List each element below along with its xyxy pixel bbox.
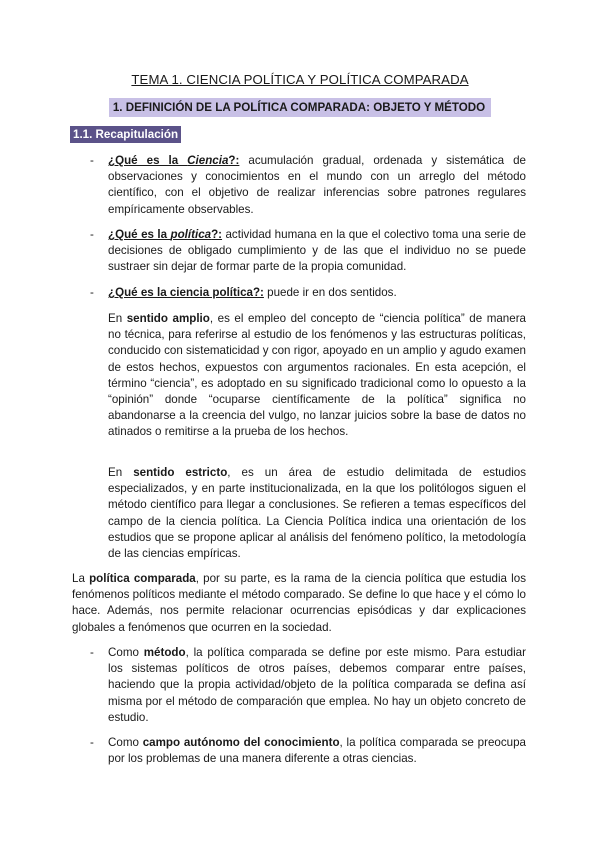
- paragraph-sentido-amplio: En sentido amplio, es el empleo del concepto de “ciencia política” de manera no técnica, para referirse al estudio de los fenómenos y las estructuras políticas, conducido con sistematicidad y con rigor, apoyado en un amplio y agudo examen de estos hechos, expuestos con argumentos racionales. En esta acepción, el término “ciencia”, es adoptado en su significado tradicional como lo opuesto a la “opinión” donde “ocuparse científicamente de la política” significa no abandonarse a la creencia del vulgo, no lanzar juicios sobre la base de datos no atinados o remitirse a la prueba de los hechos.: [108, 312, 527, 439]
- term-sentido-amplio: sentido amplio: [126, 312, 210, 325]
- list-dash: -: [90, 646, 94, 659]
- answer-ciencia-politica: puede ir en dos sentidos.: [263, 286, 397, 299]
- list-item-politica: [90, 227, 527, 276]
- term-politica-comparada: política comparada: [89, 572, 196, 585]
- list-dash: -: [90, 154, 94, 167]
- paragraph-sentido-estricto: En sentido estricto, es un área de estudio delimitada de estudios especializados, y en parte institucionalizada, en la que los politólogos siguen el método científico para llegar a conclusiones. Se refieren a temas específicos del campo de la ciencia política. La Ciencia Política indica una orientación de los estudios que se propone aplicar al análisis del fenómeno político, la metodología de las ciencias empíricas.: [108, 466, 527, 561]
- list-item-metodo: - Como método, la política comparada se define por este mismo. Para estudiar los sistemas políticos de otros países, debemos comparar entre países, haciendo que la propia actividad/objeto de la política comparada se defina así misma por el método de comparación que emplea. No hay un objeto concreto de estudio.: [90, 646, 526, 724]
- term-sentido-estricto: sentido estricto: [133, 466, 228, 479]
- term-metodo: método: [143, 646, 186, 659]
- list-dash: -: [90, 286, 94, 299]
- question-ciencia-politica: ¿Qué es la ciencia política?:: [108, 286, 264, 299]
- answer-ciencia: acumulación gradual, ordenada y sistemática de observaciones y conocimientos en el mundo con un arreglo del método científico, con el objetivo de realizar inferencias sobre patrones regulares empíricamente observables.: [108, 154, 526, 216]
- list-dash: -: [90, 736, 94, 749]
- section-heading: [0, 98, 600, 116]
- paragraph-politica-comparada: La política comparada, por su parte, es la rama de la ciencia política que estudia los fenómenos políticos mediante el método comparado. Se define lo que hace y el cómo lo hace. Además, nos permite relacionar ocurrencias episódicas y dar explicaciones globales a fenómenos que ocurren en la sociedad.: [72, 572, 527, 634]
- section-heading-label: 1. DEFINICIÓN DE LA POLÍTICA COMPARADA: OBJETO Y MÉTODO: [109, 98, 491, 117]
- question-politica: ¿Qué es la política?:: [108, 228, 223, 241]
- answer-politica: actividad humana en la que el colectivo toma una serie de decisiones de obligado cumplimiento y de las que el individuo no se puede sustraer sin dejar de formar parte de la propia comunidad.: [108, 228, 527, 274]
- list-item-ciencia: [90, 153, 526, 218]
- question-ciencia: ¿Qué es la Ciencia?:: [108, 154, 240, 167]
- document-title: TEMA 1. CIENCIA POLÍTICA Y POLÍTICA COMPARADA: [131, 72, 469, 87]
- list-dash: -: [90, 228, 94, 241]
- list-item-campo-autonomo: - Como campo autónomo del conocimiento, la política comparada se preocupa por los problemas de una manera diferente a otras ciencias.: [90, 736, 526, 766]
- list-item-ciencia-politica: [90, 285, 526, 301]
- subsection-heading: 1.1. Recapitulación: [70, 126, 181, 143]
- term-campo-autonomo: campo autónomo del conocimiento: [142, 736, 340, 749]
